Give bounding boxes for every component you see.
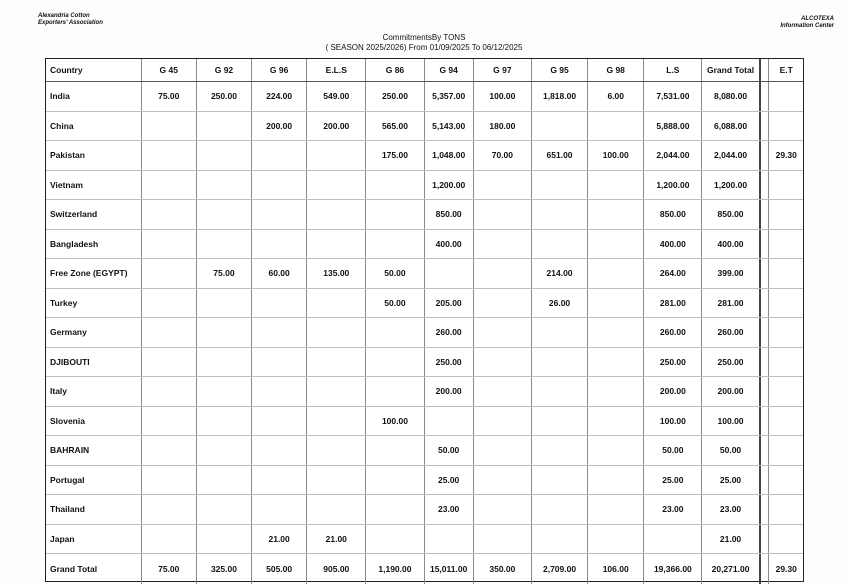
value-cell: 100.00 [366,407,424,436]
value-cell [588,112,644,141]
column-gap [761,436,770,465]
column-gap [761,112,770,141]
value-cell [588,259,644,288]
value-cell [307,495,366,524]
value-cell [252,230,307,259]
value-cell: 651.00 [532,141,588,170]
value-cell: 20,271.00 [702,554,760,584]
column-gap [761,495,770,524]
value-cell [252,407,307,436]
country-cell: Free Zone (EGYPT) [46,259,142,288]
value-cell [307,230,366,259]
value-cell: 21.00 [307,525,366,554]
commitments-table [45,58,804,582]
column-gap [761,377,770,406]
value-cell [769,495,803,524]
column-header: Grand Total [702,59,760,81]
value-cell [769,112,803,141]
org-right-line2: Information Center [780,23,834,29]
value-cell: 180.00 [474,112,532,141]
value-cell [307,289,366,318]
value-cell [252,466,307,495]
value-cell [769,348,803,377]
country-cell: China [46,112,142,141]
country-cell: Slovenia [46,407,142,436]
value-cell: 100.00 [474,82,532,111]
value-cell [307,141,366,170]
column-header: G 95 [532,59,588,81]
value-cell [588,230,644,259]
value-cell: 106.00 [588,554,644,584]
value-cell [532,112,588,141]
country-cell: Bangladesh [46,230,142,259]
value-cell [252,436,307,465]
value-cell: 905.00 [307,554,366,584]
value-cell [197,377,252,406]
value-cell [588,466,644,495]
value-cell: 50.00 [644,436,702,465]
value-cell: 505.00 [252,554,307,584]
value-cell: 399.00 [702,259,760,288]
table-row [46,112,803,142]
value-cell: 2,709.00 [532,554,588,584]
value-cell [366,171,424,200]
value-cell [425,259,474,288]
column-header: E.T [779,65,793,75]
value-cell [307,318,366,347]
column-gap [761,141,770,170]
value-cell [532,436,588,465]
value-cell: 75.00 [142,554,197,584]
table-row [46,466,803,496]
value-cell [769,230,803,259]
value-cell [142,112,197,141]
value-cell: 60.00 [252,259,307,288]
value-cell: 200.00 [702,377,760,406]
value-cell [588,495,644,524]
value-cell [142,466,197,495]
value-cell [769,436,803,465]
value-cell [252,348,307,377]
value-cell: 2,044.00 [644,141,702,170]
value-cell: 50.00 [366,289,424,318]
value-cell [142,171,197,200]
value-cell: 2,044.00 [702,141,760,170]
value-cell: 224.00 [252,82,307,111]
value-cell [425,525,474,554]
column-header: G 92 [197,59,252,81]
value-cell [588,377,644,406]
column-gap [761,289,770,318]
column-header: G 45 [142,59,197,81]
value-cell: 135.00 [307,259,366,288]
value-cell: 250.00 [366,82,424,111]
country-cell: Japan [46,525,142,554]
column-gap [761,525,770,554]
column-gap [761,554,770,584]
table-row [46,495,803,525]
column-gap [761,230,770,259]
value-cell [474,377,532,406]
column-header: G 96 [252,59,307,81]
column-header: E.L.S [307,59,366,81]
value-cell: 21.00 [252,525,307,554]
value-cell: 29.30 [775,150,797,161]
value-cell [197,200,252,229]
value-cell [769,377,803,406]
value-cell [142,407,197,436]
table-header-row [46,59,803,82]
value-cell: 549.00 [307,82,366,111]
value-cell [474,348,532,377]
value-cell [307,436,366,465]
value-cell: 1,200.00 [425,171,474,200]
value-cell [366,466,424,495]
value-cell: 1,190.00 [366,554,424,584]
value-cell [366,495,424,524]
value-cell [197,348,252,377]
table-row [46,348,803,378]
value-cell [142,436,197,465]
value-cell [474,171,532,200]
value-cell: 23.00 [425,495,474,524]
value-cell [588,171,644,200]
value-cell [769,318,803,347]
column-header: Country [46,59,142,81]
grand-total-row [46,554,803,584]
value-cell [366,436,424,465]
value-cell: 25.00 [702,466,760,495]
value-cell [142,525,197,554]
value-cell: 50.00 [425,436,474,465]
value-cell: 850.00 [425,200,474,229]
value-cell: 25.00 [425,466,474,495]
value-cell: 260.00 [425,318,474,347]
value-cell [532,230,588,259]
country-cell: Thailand [46,495,142,524]
value-cell: 6,088.00 [702,112,760,141]
value-cell: 200.00 [644,377,702,406]
country-cell: BAHRAIN [46,436,142,465]
org-left-header [38,13,103,27]
country-cell: Pakistan [46,141,142,170]
value-cell [197,436,252,465]
value-cell [532,318,588,347]
value-cell: 175.00 [366,141,424,170]
value-cell: 200.00 [307,112,366,141]
value-cell: 100.00 [588,141,644,170]
value-cell [252,495,307,524]
value-cell [142,495,197,524]
value-cell [307,348,366,377]
value-cell [197,112,252,141]
value-cell: 50.00 [366,259,424,288]
value-cell [366,230,424,259]
value-cell: 8,080.00 [702,82,760,111]
title-line1: CommitmentsBy TONS [382,33,466,42]
value-cell: 7,531.00 [644,82,702,111]
value-cell [366,348,424,377]
value-cell [197,230,252,259]
table-row [46,259,803,289]
table-row [46,230,803,260]
value-cell [474,407,532,436]
table-row [46,289,803,319]
value-cell: 850.00 [644,200,702,229]
value-cell: 250.00 [644,348,702,377]
value-cell: 100.00 [644,407,702,436]
table-row [46,171,803,201]
value-cell [142,318,197,347]
report-title [0,33,848,53]
table-row [46,82,803,112]
value-cell [366,200,424,229]
value-cell: 70.00 [474,141,532,170]
value-cell [769,200,803,229]
value-cell [142,377,197,406]
value-cell: 264.00 [644,259,702,288]
value-cell: 400.00 [644,230,702,259]
value-cell: 29.30 [775,563,797,574]
value-cell: 281.00 [702,289,760,318]
table-row [46,377,803,407]
country-cell: Germany [46,318,142,347]
column-gap [761,407,770,436]
value-cell [252,318,307,347]
column-header: L.S [644,59,702,81]
column-header: G 94 [425,59,474,81]
value-cell: 260.00 [644,318,702,347]
value-cell [474,318,532,347]
value-cell: 15,011.00 [425,554,474,584]
value-cell [474,289,532,318]
column-gap [761,171,770,200]
column-gap [761,348,770,377]
value-cell [588,200,644,229]
value-cell [532,495,588,524]
column-header: G 97 [474,59,532,81]
country-cell: India [46,82,142,111]
value-cell [197,171,252,200]
value-cell [588,436,644,465]
column-gap [761,82,770,111]
column-gap [761,200,770,229]
value-cell [252,289,307,318]
value-cell: 400.00 [425,230,474,259]
value-cell: 75.00 [142,82,197,111]
value-cell [197,407,252,436]
value-cell [307,171,366,200]
value-cell [532,171,588,200]
value-cell [142,289,197,318]
value-cell: 5,357.00 [425,82,474,111]
value-cell: 250.00 [702,348,760,377]
value-cell [307,377,366,406]
value-cell [474,230,532,259]
value-cell [197,318,252,347]
value-cell [532,407,588,436]
value-cell [307,407,366,436]
value-cell: 281.00 [644,289,702,318]
value-cell [197,495,252,524]
column-gap [761,59,770,81]
value-cell [588,525,644,554]
value-cell: 200.00 [252,112,307,141]
value-cell [769,171,803,200]
value-cell: 50.00 [702,436,760,465]
value-cell: 23.00 [644,495,702,524]
country-cell: DJIBOUTI [46,348,142,377]
column-gap [761,466,770,495]
value-cell: 260.00 [702,318,760,347]
value-cell: 1,048.00 [425,141,474,170]
country-cell: Portugal [46,466,142,495]
value-cell: 350.00 [474,554,532,584]
value-cell [252,171,307,200]
title-line2: ( SEASON 2025/2026) From 01/09/2025 To 06/12/2025 [325,43,523,52]
org-left-line2: Exporters' Association [38,20,103,26]
value-cell [142,259,197,288]
value-cell [197,141,252,170]
value-cell [532,200,588,229]
value-cell [532,348,588,377]
value-cell [474,466,532,495]
org-right-header [780,16,834,30]
value-cell [532,525,588,554]
value-cell: 5,888.00 [644,112,702,141]
country-cell: Grand Total [46,554,142,584]
org-right-line1: ALCOTEXA [801,16,834,22]
value-cell: 100.00 [702,407,760,436]
value-cell: 200.00 [425,377,474,406]
value-cell [532,466,588,495]
value-cell [474,495,532,524]
value-cell [252,200,307,229]
value-cell [588,289,644,318]
value-cell: 250.00 [197,82,252,111]
value-cell: 5,143.00 [425,112,474,141]
value-cell: 565.00 [366,112,424,141]
value-cell [197,466,252,495]
value-cell [588,318,644,347]
table-row [46,525,803,555]
country-cell: Turkey [46,289,142,318]
value-cell [142,200,197,229]
value-cell [588,407,644,436]
value-cell: 325.00 [197,554,252,584]
value-cell [588,348,644,377]
value-cell: 205.00 [425,289,474,318]
value-cell [769,289,803,318]
table-row [46,318,803,348]
value-cell [532,377,588,406]
value-cell [366,525,424,554]
value-cell: 21.00 [702,525,760,554]
country-cell: Italy [46,377,142,406]
value-cell [197,289,252,318]
column-gap [761,259,770,288]
value-cell: 850.00 [702,200,760,229]
value-cell [252,377,307,406]
value-cell [474,525,532,554]
value-cell [769,82,803,111]
table-row [46,141,803,171]
column-header: G 98 [588,59,644,81]
value-cell [769,525,803,554]
table-row [46,200,803,230]
value-cell [366,318,424,347]
value-cell [644,525,702,554]
value-cell: 250.00 [425,348,474,377]
value-cell: 1,818.00 [532,82,588,111]
value-cell [474,200,532,229]
value-cell: 214.00 [532,259,588,288]
value-cell: 6.00 [588,82,644,111]
value-cell [474,436,532,465]
table-row [46,436,803,466]
value-cell: 1,200.00 [644,171,702,200]
value-cell [307,200,366,229]
value-cell [142,348,197,377]
value-cell [366,377,424,406]
value-cell: 19,366.00 [644,554,702,584]
value-cell [252,141,307,170]
value-cell: 23.00 [702,495,760,524]
value-cell [769,466,803,495]
country-cell: Switzerland [46,200,142,229]
value-cell: 1,200.00 [702,171,760,200]
value-cell [474,259,532,288]
value-cell [197,525,252,554]
value-cell: 25.00 [644,466,702,495]
column-header: G 86 [366,59,424,81]
table-row [46,407,803,437]
value-cell [142,141,197,170]
value-cell [769,259,803,288]
value-cell: 26.00 [532,289,588,318]
value-cell [142,230,197,259]
column-gap [761,318,770,347]
value-cell [769,407,803,436]
org-left-line1: Alexandria Cotton [38,13,90,19]
value-cell: 75.00 [197,259,252,288]
value-cell [425,407,474,436]
value-cell: 400.00 [702,230,760,259]
value-cell [307,466,366,495]
country-cell: Vietnam [46,171,142,200]
